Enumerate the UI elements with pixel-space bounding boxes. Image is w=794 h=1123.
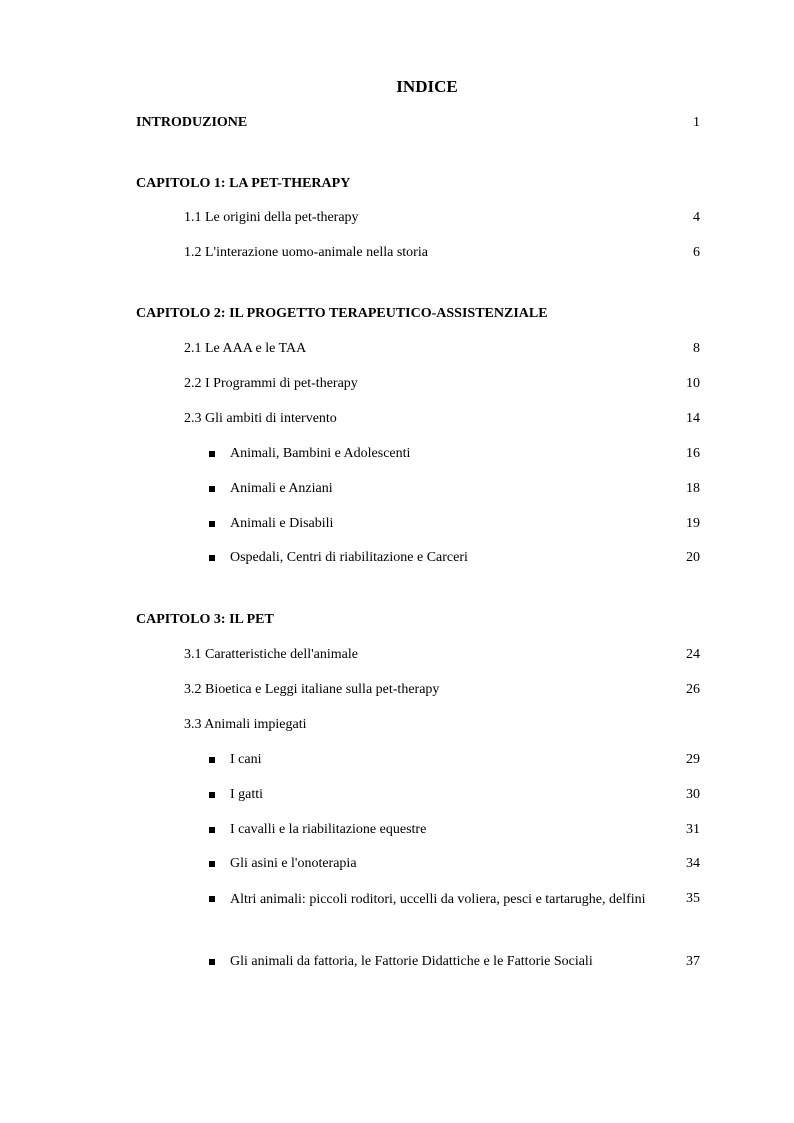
toc-bullet-page-2-d: 20: [686, 550, 700, 565]
bullet-icon: [209, 486, 215, 492]
toc-bullet-page-3-a: 29: [686, 752, 700, 767]
toc-bullet-page-3-d: 34: [686, 856, 700, 871]
toc-bullet-3-f: Gli animali da fattoria, le Fattorie Didattiche e le Fattorie Sociali: [230, 954, 593, 969]
bullet-icon: [209, 827, 215, 833]
toc-bullet-page-2-c: 19: [686, 516, 700, 531]
toc-page-2-2: 10: [686, 376, 700, 391]
toc-chapter1-label: CAPITOLO 1: LA PET-THERAPY: [136, 176, 351, 191]
toc-entry-2-2: 2.2 I Programmi di pet-therapy: [184, 376, 358, 391]
toc-page-3-1: 24: [686, 647, 700, 662]
bullet-icon: [209, 555, 215, 561]
bullet-icon: [209, 792, 215, 798]
toc-page-1-2: 6: [693, 245, 700, 260]
toc-page-3-2: 26: [686, 682, 700, 697]
toc-bullet-page-3-b: 30: [686, 787, 700, 802]
toc-bullet-2-c: Animali e Disabili: [230, 516, 334, 531]
bullet-icon: [209, 451, 215, 457]
toc-bullet-3-d: Gli asini e l'onoterapia: [230, 856, 357, 871]
toc-bullet-3-e: Altri animali: piccoli roditori, uccelli da voliera, pesci e tartarughe, delfini: [230, 892, 646, 907]
toc-page-2-3: 14: [686, 411, 700, 426]
toc-entry-3-2: 3.2 Bioetica e Leggi italiane sulla pet-therapy: [184, 682, 440, 697]
page-title: INDICE: [396, 77, 458, 96]
toc-bullet-page-3-e: 35: [686, 891, 700, 906]
toc-bullet-3-b: I gatti: [230, 787, 264, 802]
toc-entry-1-1: 1.1 Le origini della pet-therapy: [184, 210, 359, 225]
toc-bullet-2-a: Animali, Bambini e Adolescenti: [230, 446, 411, 461]
bullet-icon: [209, 861, 215, 867]
toc-bullet-page-2-b: 18: [686, 481, 700, 496]
toc-intro-label: INTRODUZIONE: [136, 115, 248, 130]
toc-entry-3-1: 3.1 Caratteristiche dell'animale: [184, 647, 358, 662]
bullet-icon: [209, 521, 215, 527]
toc-entry-1-2: 1.2 L'interazione uomo-animale nella storia: [184, 245, 428, 260]
bullet-icon: [209, 757, 215, 763]
toc-page-2-1: 8: [693, 341, 700, 356]
toc-bullet-3-a: I cani: [230, 752, 262, 767]
toc-entry-2-3: 2.3 Gli ambiti di intervento: [184, 411, 337, 426]
toc-chapter3-label: CAPITOLO 3: IL PET: [136, 612, 274, 627]
toc-bullet-page-2-a: 16: [686, 446, 700, 461]
toc-bullet-page-3-c: 31: [686, 822, 700, 837]
bullet-icon: [209, 896, 215, 902]
bullet-icon: [209, 959, 215, 965]
toc-entry-2-1: 2.1 Le AAA e le TAA: [184, 341, 307, 356]
toc-bullet-2-b: Animali e Anziani: [230, 481, 333, 496]
toc-bullet-page-3-f: 37: [686, 954, 700, 969]
toc-bullet-2-d: Ospedali, Centri di riabilitazione e Carceri: [230, 550, 468, 565]
toc-entry-3-3: 3.3 Animali impiegati: [184, 717, 307, 732]
toc-bullet-3-c: I cavalli e la riabilitazione equestre: [230, 822, 427, 837]
toc-page-1-1: 4: [693, 210, 700, 225]
toc-chapter2-label: CAPITOLO 2: IL PROGETTO TERAPEUTICO-ASSISTENZIALE: [136, 306, 548, 321]
toc-intro-page: 1: [693, 115, 700, 130]
